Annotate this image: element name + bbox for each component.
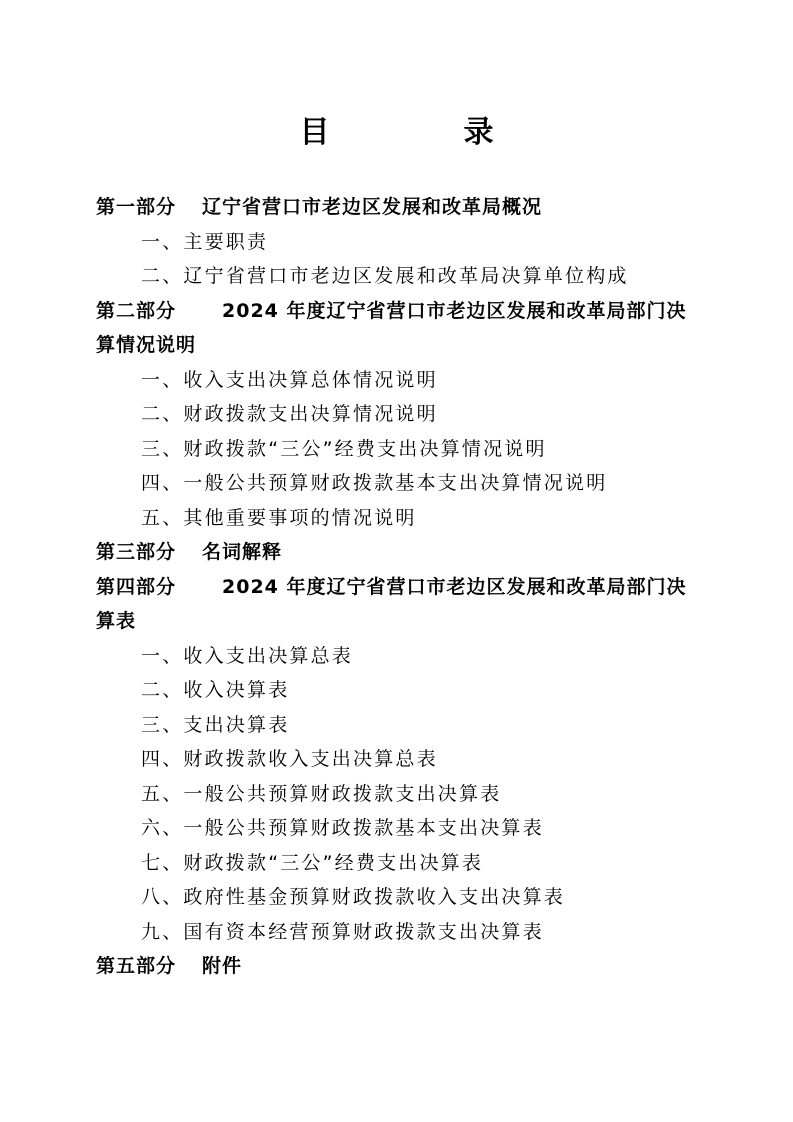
part-number: 第二部分 xyxy=(96,299,177,322)
toc-item: 四、财政拨款收入支出决算总表 xyxy=(141,748,438,770)
toc-part-5 xyxy=(96,949,716,984)
part-title: 附件 xyxy=(202,955,243,977)
toc-item: 七、财政拨款“三公”经费支出决算表 xyxy=(141,851,484,874)
part-number: 第四部分 xyxy=(96,575,177,598)
toc-item: 二、收入决算表 xyxy=(141,679,290,701)
toc-item: 六、一般公共预算财政拨款基本支出决算表 xyxy=(141,817,544,839)
toc-part-2 xyxy=(96,294,716,329)
part-title: 2024 年度辽宁省营口市老边区发展和改革局部门决 xyxy=(202,575,687,598)
toc-part-1 xyxy=(96,190,716,225)
part-title: 2024 年度辽宁省营口市老边区发展和改革局部门决 xyxy=(202,299,687,322)
table-of-contents xyxy=(96,190,716,984)
toc-part-2-continued: 算情况说明 xyxy=(96,334,197,356)
toc-part-4-continued: 算表 xyxy=(96,610,137,632)
toc-item: 四、一般公共预算财政拨款基本支出决算情况说明 xyxy=(141,472,608,494)
toc-item: 二、辽宁省营口市老边区发展和改革局决算单位构成 xyxy=(141,265,629,287)
toc-part-4 xyxy=(96,570,716,605)
toc-item: 一、收入支出决算总表 xyxy=(141,644,354,667)
toc-item: 三、支出决算表 xyxy=(141,713,290,736)
toc-item: 八、政府性基金预算财政拨款收入支出决算表 xyxy=(141,886,566,908)
part-title: 辽宁省营口市老边区发展和改革局概况 xyxy=(202,196,543,218)
toc-item: 九、国有资本经营预算财政拨款支出决算表 xyxy=(141,920,544,943)
toc-item: 三、财政拨款“三公”经费支出决算情况说明 xyxy=(141,437,547,460)
toc-item: 二、财政拨款支出决算情况说明 xyxy=(141,403,438,425)
toc-item: 五、其他重要事项的情况说明 xyxy=(141,506,417,529)
toc-item: 一、收入支出决算总体情况说明 xyxy=(141,368,438,391)
part-number: 第三部分 xyxy=(96,541,177,563)
part-title: 名词解释 xyxy=(202,541,283,563)
toc-part-3 xyxy=(96,535,716,570)
toc-item: 五、一般公共预算财政拨款支出决算表 xyxy=(141,782,502,805)
page-title: 目 录 xyxy=(299,115,546,150)
part-number: 第一部分 xyxy=(96,196,177,218)
part-number: 第五部分 xyxy=(96,955,177,977)
toc-item: 一、主要职责 xyxy=(141,230,269,253)
